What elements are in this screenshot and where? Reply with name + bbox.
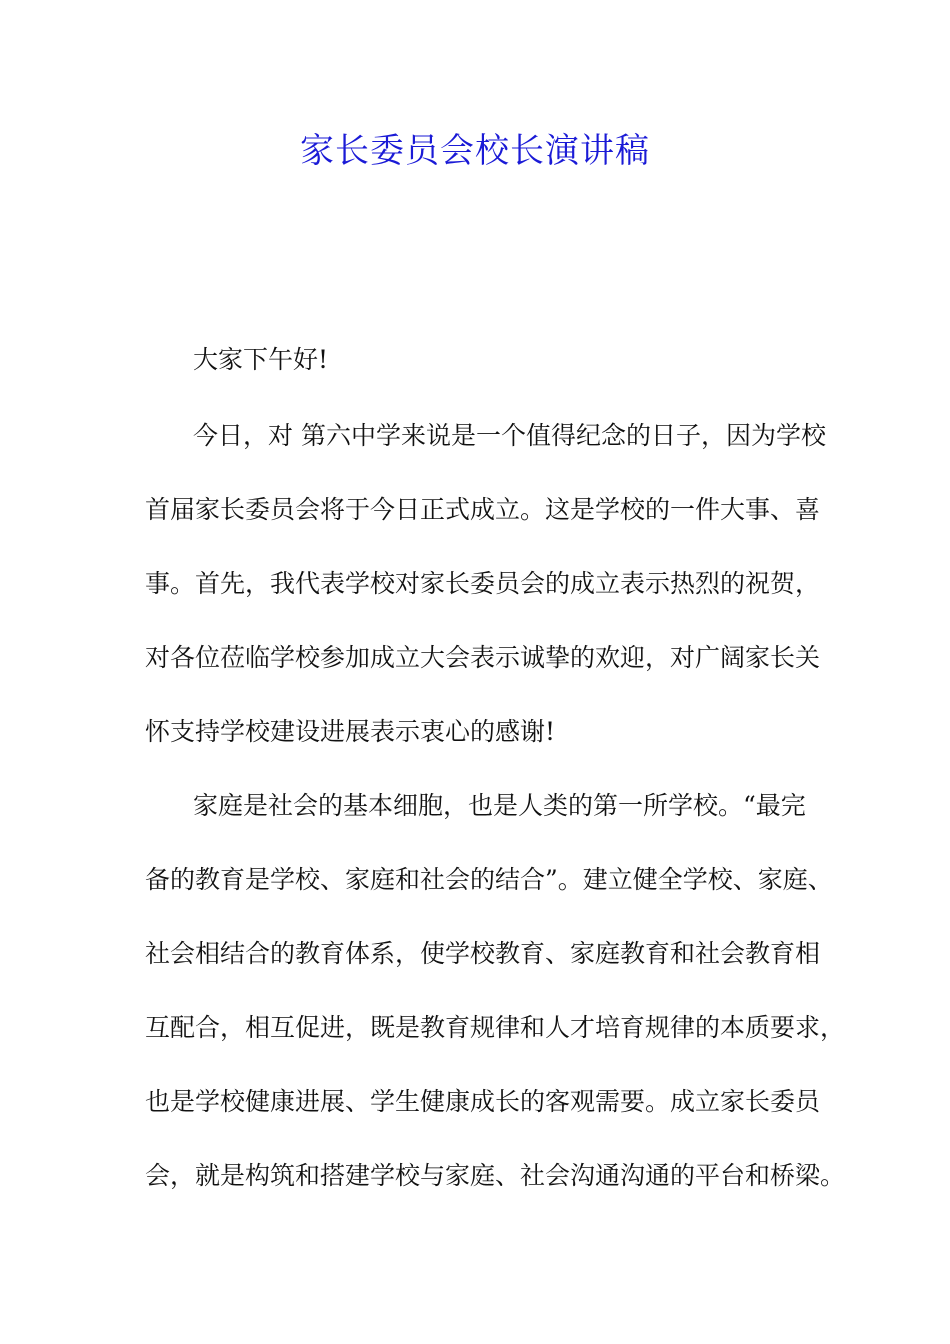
paragraph-line: 首届家长委员会将于今日正式成立。这是学校的一件大事、喜 [145,495,821,524]
paragraph-greeting: 大家下午好! [193,345,329,374]
paragraph-line: 今日，对 第六中学来说是一个值得纪念的日子，因为学校 [193,421,826,450]
paragraph-line: 事。首先，我代表学校对家长委员会的成立表示热烈的祝贺， [145,569,821,598]
paragraph-line: 也是学校健康进展、学生健康成长的客观需要。成立家长委员 [145,1087,821,1116]
paragraph-line: 会，就是构筑和搭建学校与家庭、社会沟通沟通的平台和桥梁。 [145,1161,846,1190]
paragraph-line: 对各位莅临学校参加成立大会表示诚挚的欢迎，对广阔家长关 [145,643,821,672]
paragraph-line: 怀支持学校建设进展表示衷心的感谢! [145,717,556,746]
paragraph-line: 互配合，相互促进，既是教育规律和人才培育规律的本质要求， [145,1013,846,1042]
paragraph-line: 家庭是社会的基本细胞，也是人类的第一所学校。“最完 [193,791,806,820]
document-title: 家长委员会校长演讲稿 [300,131,650,171]
paragraph-line: 社会相结合的教育体系，使学校教育、家庭教育和社会教育相 [145,939,821,968]
paragraph-line: 备的教育是学校、家庭和社会的结合”。建立健全学校、家庭、 [145,865,833,894]
